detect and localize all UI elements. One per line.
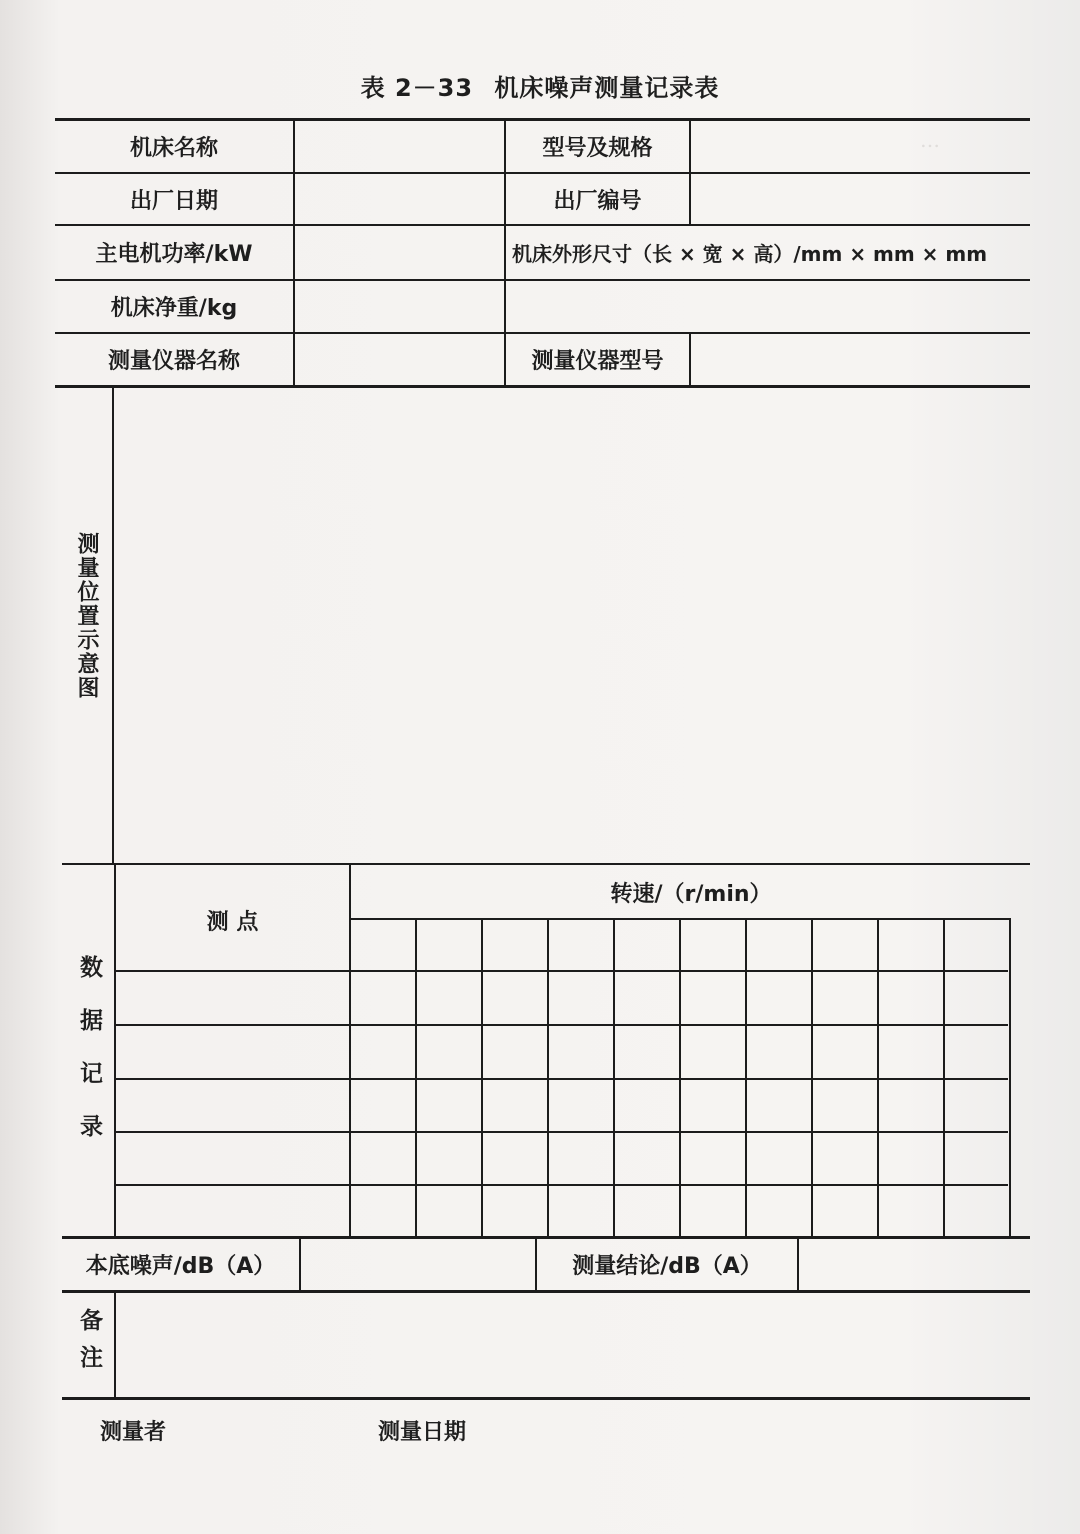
label-instrument-name: 测量仪器名称 [107, 349, 240, 374]
speed-col-line [679, 920, 681, 1237]
label-motor-power: 主电机功率/kW [95, 242, 253, 267]
speed-col-line [415, 920, 417, 1237]
label-machine-name: 机床名称 [129, 135, 218, 161]
label-speed-header: 转速/（r/min） [610, 881, 772, 907]
label-factory-date: 出厂日期 [129, 188, 218, 214]
label-diagram-section: 测量位置示意图 [74, 532, 99, 700]
speed-col-line [1009, 920, 1011, 1237]
data-point-divider [349, 865, 351, 1237]
rule-data-row4 [116, 1131, 1008, 1133]
table-number: 表 2－33 [360, 74, 474, 102]
label-remarks: 备注 [76, 1308, 102, 1382]
bottom-col-1 [299, 1238, 301, 1290]
label-model-spec: 型号及规格 [542, 135, 653, 161]
table-title: 机床噪声测量记录表 [494, 74, 720, 102]
speed-col-line [481, 920, 483, 1237]
rule-data-row5 [116, 1184, 1008, 1186]
label-outline-size: 机床外形尺寸（长 × 宽 × 高）/mm × mm × mm [512, 242, 988, 266]
label-measurer: 测量者 [100, 1419, 167, 1445]
page-title [0, 68, 1080, 103]
col-line-1 [293, 118, 295, 387]
label-instrument-model: 测量仪器型号 [531, 349, 664, 374]
col-line-3a [689, 118, 691, 226]
label-measuring-point: 测 点 [206, 909, 259, 935]
label-measure-date: 测量日期 [378, 1419, 467, 1445]
speed-col-line [547, 920, 549, 1237]
label-conclusion: 测量结论/dB（A） [572, 1253, 762, 1279]
label-net-weight: 机床净重/kg [110, 296, 238, 321]
rule-diagram-bottom [62, 863, 1030, 865]
speed-col-line [811, 920, 813, 1237]
label-background-noise: 本底噪声/dB（A） [85, 1253, 276, 1279]
label-data-section: 数据记录 [76, 955, 102, 1167]
diagram-divider [112, 385, 114, 865]
bottom-col-3 [797, 1238, 799, 1290]
col-line-3b [689, 332, 691, 387]
rule-speed-header [351, 918, 1011, 920]
rule-bottom-row-bottom [62, 1290, 1030, 1293]
rule-table-bottom [62, 1397, 1030, 1400]
speed-col-line [943, 920, 945, 1237]
rule-data-row3 [116, 1078, 1008, 1080]
rule-data-row2 [116, 1024, 1008, 1026]
speed-col-line [745, 920, 747, 1237]
rule-data-row1 [116, 970, 1008, 972]
remarks-divider [114, 1292, 116, 1398]
label-factory-number: 出厂编号 [553, 188, 642, 214]
rule-row5 [55, 385, 1030, 388]
speed-col-line [877, 920, 879, 1237]
speed-col-line [613, 920, 615, 1237]
document-page: … 表 2－33 机床噪声测量记录表 机床名称 型号及规格 出厂日期 出厂编号 主电机功率/kW 机床外形尺寸（长 × 宽 × 高）/mm × mm × mm 机床净重/kg 测量仪器名称 测量仪器型号 测量位置示意图 测 点 转速/（r/min） 数据记录 本底噪声/dB（A） 测量结论/dB（A） 备注 测量者 测量日期 [0, 0, 1080, 1534]
